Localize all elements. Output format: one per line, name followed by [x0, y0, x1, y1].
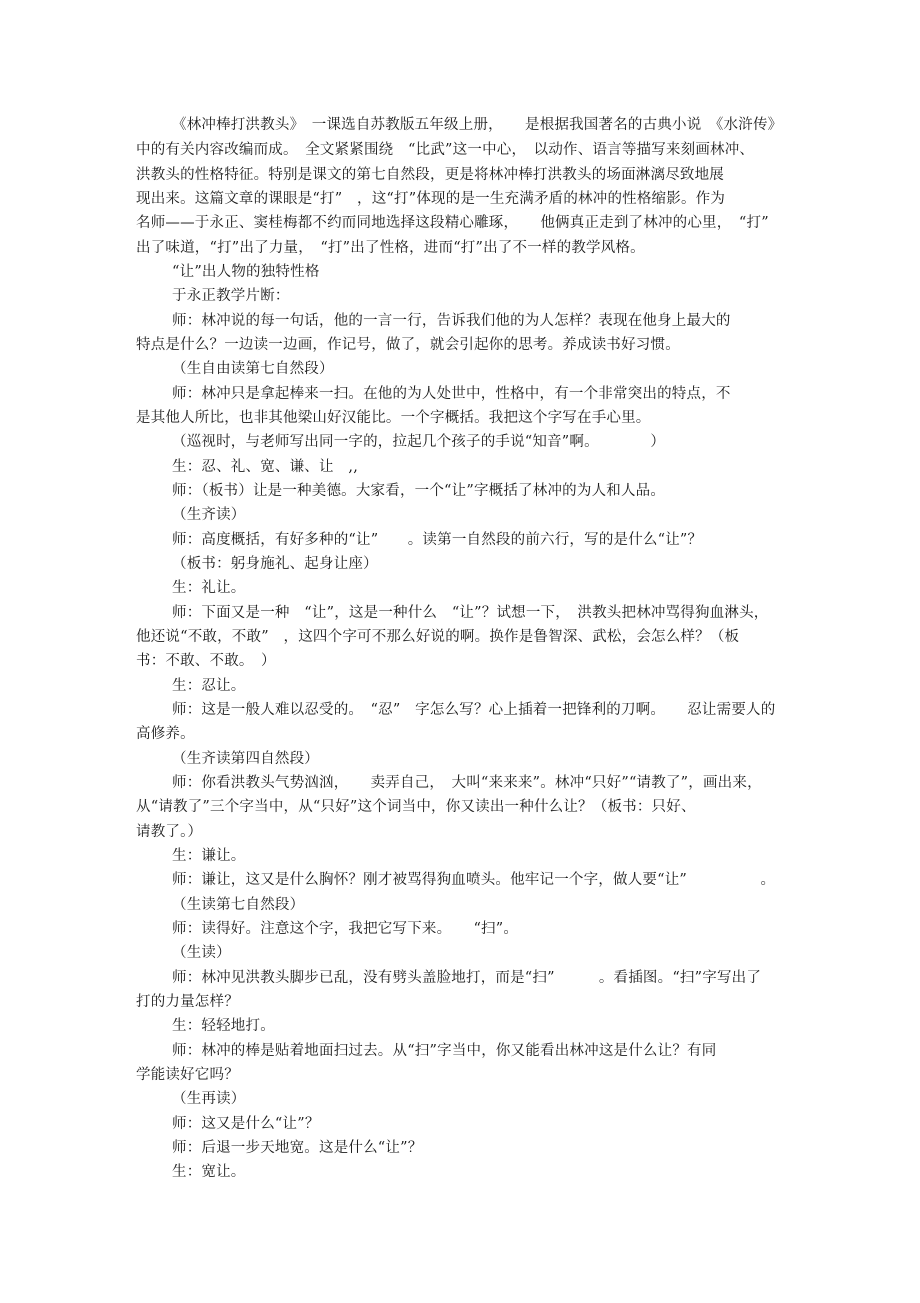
- dialogue-line: 师：这是一般人难以忍受的。 “忍” 字怎么写？心上插着一把锋利的刀啊。 忍让需要人的: [172, 702, 776, 718]
- dialogue-line: 师：高度概括，有好多种的“让” 。读第一自然段的前六行，写的是什么“让”？: [172, 532, 703, 548]
- dialogue-line: 生：轻轻地打。: [172, 1018, 275, 1034]
- dialogue-line: 生：礼让。: [172, 580, 246, 596]
- dialogue-line: 师：下面又是一种 “让”，这是一种什么 “让”？试想一下， 洪教头把林冲骂得狗血淋头，: [172, 605, 769, 621]
- dialogue-line: 高修养。: [136, 726, 195, 742]
- section-subheading: 于永正教学片断：: [172, 288, 290, 304]
- stage-note: （巡视时，与老师写出同一字的，拉起几个孩子的手说“知音”啊。 ）: [172, 434, 666, 450]
- stage-note: （生读第七自然段）: [172, 897, 305, 913]
- intro-line-2: 中的有关内容改编而成。 全文紧紧围绕 “比武”这一中心， 以动作、语言等描写来刻画林冲、: [136, 142, 755, 158]
- stage-note: （生齐读）: [172, 507, 246, 523]
- dialogue-line: 师：谦让，这又是什么胸怀？刚才被骂得狗血喷头。他牢记一个字，做人要“让” 。: [172, 872, 776, 888]
- dialogue-line: 师：这又是什么“让”？: [172, 1116, 320, 1132]
- dialogue-line: 特点是什么？一边读一边画，作记号，做了，就会引起你的思考。养成读书好习惯。: [136, 337, 680, 353]
- dialogue-line: 生：忍、礼、宽、谦、让 ,,: [172, 459, 359, 475]
- dialogue-line: 师：林冲说的每一句话，他的一言一行，告诉我们他的为人怎样？表现在他身上最大的: [172, 313, 731, 329]
- dialogue-line: 师：你看洪教头气势汹汹， 卖弄自己， 大叫“来来来”。林冲“只好”“请教了”，画出来，: [172, 775, 762, 791]
- dialogue-line: 师：读得好。注意这个字，我把它写下来。 “扫”。: [172, 921, 519, 937]
- dialogue-line: 生：宽让。: [172, 1164, 246, 1180]
- intro-line-5: 名师——于永正、窦桂梅都不约而同地选择这段精心雕琢， 他俩真正走到了林冲的心里， “打”: [136, 215, 769, 231]
- intro-line-6: 出了味道，“打”出了力量， “打”出了性格，进而“打”出了不一样的教学风格。: [136, 240, 645, 256]
- dialogue-line: 书：不敢、不敢。 ）: [136, 653, 276, 669]
- intro-line-1: 《林冲棒打洪教头》 一课选自苏教版五年级上册， 是根据我国著名的古典小说 《水浒传》: [172, 117, 783, 133]
- dialogue-line: 请教了。）: [136, 824, 203, 840]
- dialogue-line: 师：（板书）让是一种美德。大家看，一个“让”字概括了林冲的为人和人品。: [172, 483, 666, 499]
- stage-note: （生再读）: [172, 1091, 246, 1107]
- stage-note: （板书：躬身施礼、起身让座）: [172, 556, 378, 572]
- dialogue-line: 打的力量怎样？: [136, 994, 239, 1010]
- stage-note: （生读）: [172, 945, 231, 961]
- dialogue-line: 师：林冲见洪教头脚步已乱，没有劈头盖脸地打，而是“扫” 。看插图。“扫”字写出了: [172, 970, 762, 986]
- dialogue-line: 学能读好它吗？: [136, 1067, 239, 1083]
- dialogue-line: 从“请教了”三个字当中，从“只好”这个词当中，你又读出一种什么让？（板书：只好、: [136, 799, 696, 815]
- stage-note: （生自由读第七自然段）: [172, 361, 334, 377]
- dialogue-line: 师：后退一步天地宽。这是什么“让”？: [172, 1140, 423, 1156]
- dialogue-line: 师：林冲只是拿起棒来一扫。在他的为人处世中，性格中，有一个非常突出的特点，不: [172, 386, 731, 402]
- dialogue-line: 生：忍让。: [172, 678, 246, 694]
- dialogue-line: 生：谦让。: [172, 848, 246, 864]
- section-heading: “让”出人物的独特性格: [172, 264, 320, 280]
- dialogue-line: 是其他人所比，也非其他梁山好汉能比。一个字概括。我把这个字写在手心里。: [136, 410, 651, 426]
- dialogue-line: 他还说“不敢，不敢” ，这四个字可不那么好说的啊。换作是鲁智深、武松，会怎么样？（板: [136, 629, 740, 645]
- dialogue-line: 师：林冲的棒是贴着地面扫过去。从“扫”字当中，你又能看出林冲这是什么让？有同: [172, 1043, 717, 1059]
- intro-line-3: 洪教头的性格特征。特别是课文的第七自然段，更是将林冲棒打洪教头的场面淋漓尽致地展: [136, 167, 724, 183]
- intro-line-4: 现出来。这篇文章的课眼是“打” ，这“打”体现的是一生充满矛盾的林冲的性格缩影。作为: [136, 191, 726, 207]
- stage-note: （生齐读第四自然段）: [172, 751, 319, 767]
